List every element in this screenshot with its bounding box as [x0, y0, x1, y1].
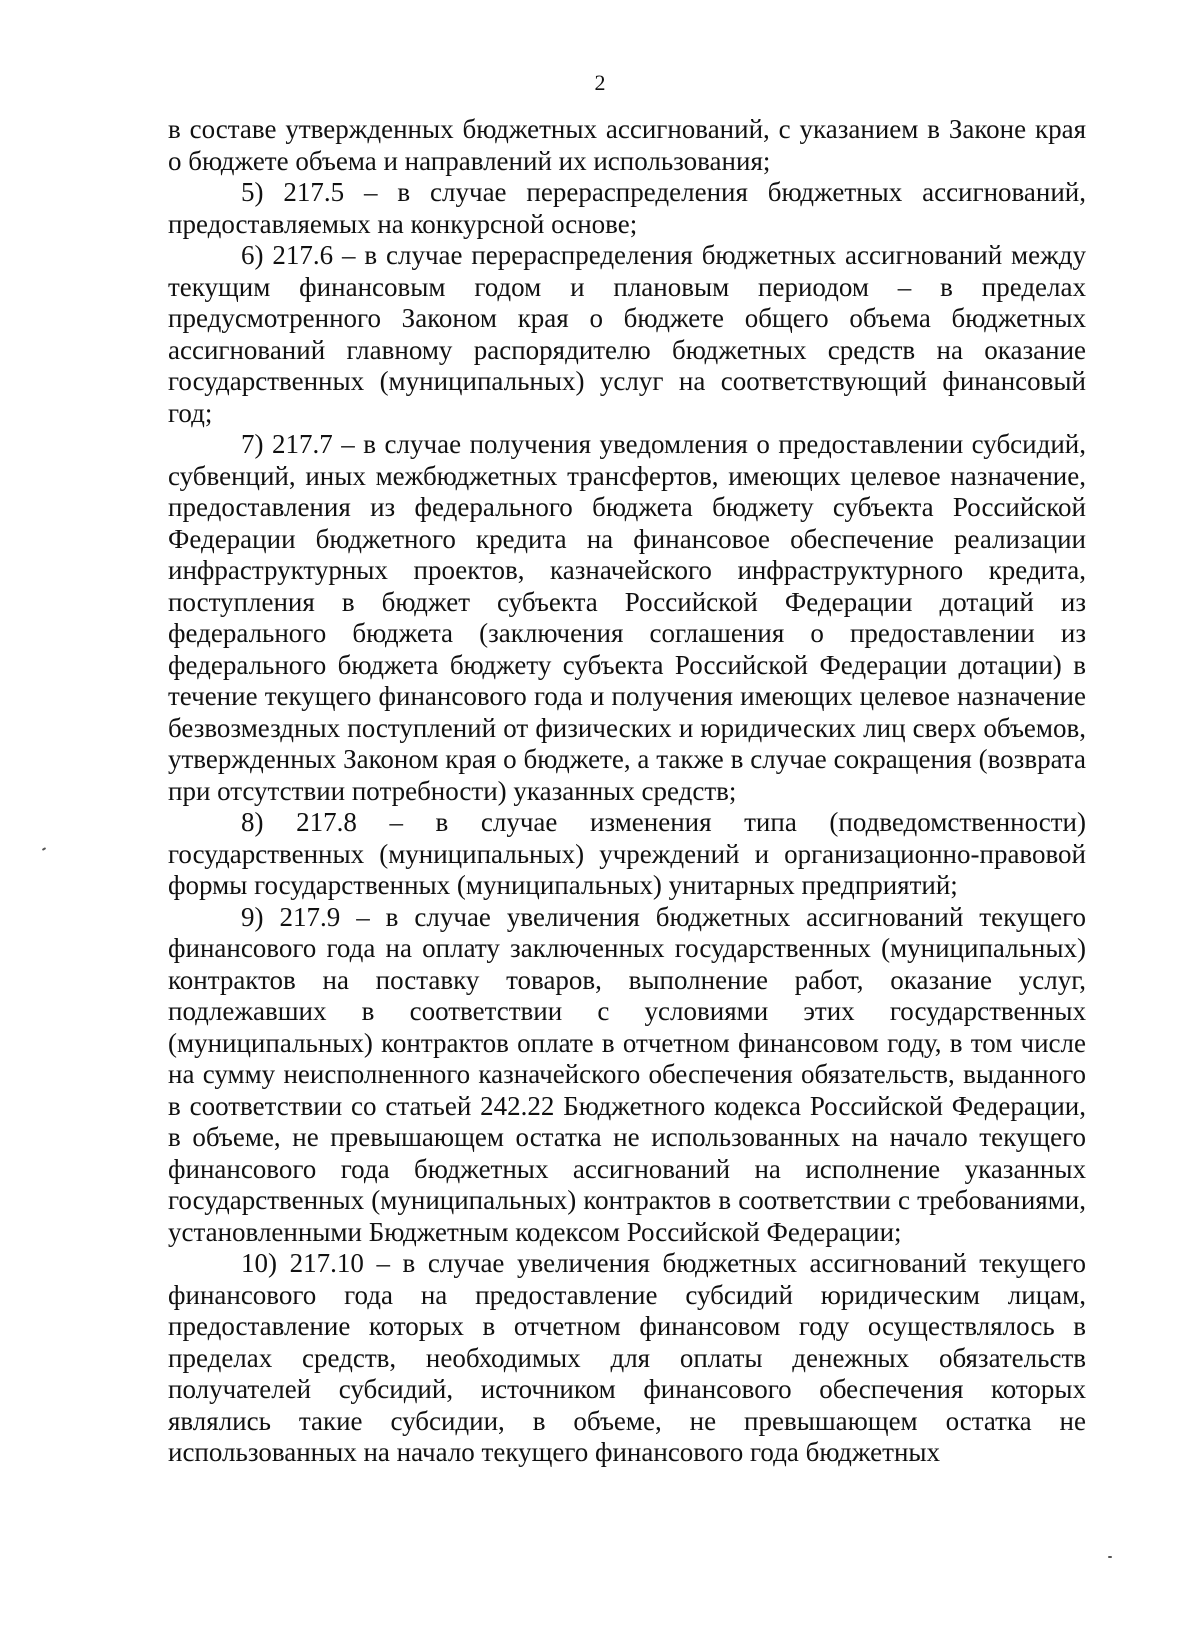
paragraph-item-10: 10) 217.10 – в случае увеличения бюджетных ассигнований текущего финансового года на предоставление субсидий юридическим лицам, предоставление которых в отчетном финансовом году осуществлялось в пределах средств, необходимых для оплаты денежных обязательств получателей субсидий, источником финансового обеспечения которых являлись такие субсидии, в объеме, не превышающем остатка не использованных на начало текущего финансового года бюджетных [168, 1248, 1086, 1467]
paragraph-item-7: 7) 217.7 – в случае получения уведомления о предоставлении субсидий, субвенций, иных межбюджетных трансфертов, имеющих целевое назначение, предоставления из федерального бюджета бюджету субъекта Российской Федерации бюджетного кредита на финансовое обеспечение реализации инфраструктурных проектов, казначейского инфраструктурного кредита, поступления в бюджет субъекта Российской Федерации дотаций из федерального бюджета (заключения соглашения о предоставлении из федерального бюджета бюджету субъекта Российской Федерации дотации) в течение текущего финансового года и получения имеющих целевое назначение безвозмездных поступлений от физических и юридических лиц сверх объемов, утвержденных Законом края о бюджете, а также в случае сокращения (возврата при отсутствии потребности) указанных средств; [168, 429, 1086, 806]
paragraph-continuation: в составе утвержденных бюджетных ассигнований, с указанием в Законе края о бюджете объема и направлений их использования; [168, 114, 1086, 176]
document-body [168, 114, 1086, 1469]
paragraph-item-9: 9) 217.9 – в случае увеличения бюджетных ассигнований текущего финансового года на оплату заключенных государственных (муниципальных) контрактов на поставку товаров, выполнение работ, оказание услуг, подлежавших в соответствии с условиями этих государственных (муниципальных) контрактов оплате в отчетном финансовом году, в том числе на сумму неисполненного казначейского обеспечения обязательств, выданного в соответствии со статьей 242.22 Бюджетного кодекса Российской Федерации, в объеме, не превышающем остатка не использованных на начало текущего финансового года бюджетных ассигнований на исполнение указанных государственных (муниципальных) контрактов в соответствии с требованиями, установленными Бюджетным кодексом Российской Федерации; [168, 901, 1086, 1247]
paragraph-item-6: 6) 217.6 – в случае перераспределения бюджетных ассигнований между текущим финансовым годом и плановым периодом – в пределах предусмотренного Законом края о бюджете общего объема бюджетных ассигнований главному распорядителю бюджетных средств на оказание государственных (муниципальных) услуг на соответствующий финансовый год; [168, 240, 1086, 428]
paragraph-item-5: 5) 217.5 – в случае перераспределения бюджетных ассигнований, предоставляемых на конкурсной основе; [168, 177, 1086, 239]
scan-speck [1108, 1556, 1112, 1558]
scan-speck [42, 847, 46, 851]
page-number: 2 [594, 70, 606, 95]
paragraph-item-8: 8) 217.8 – в случае изменения типа (подведомственности) государственных (муниципальных) учреждений и организационно-правовой формы государственных (муниципальных) унитарных предприятий; [168, 807, 1086, 900]
